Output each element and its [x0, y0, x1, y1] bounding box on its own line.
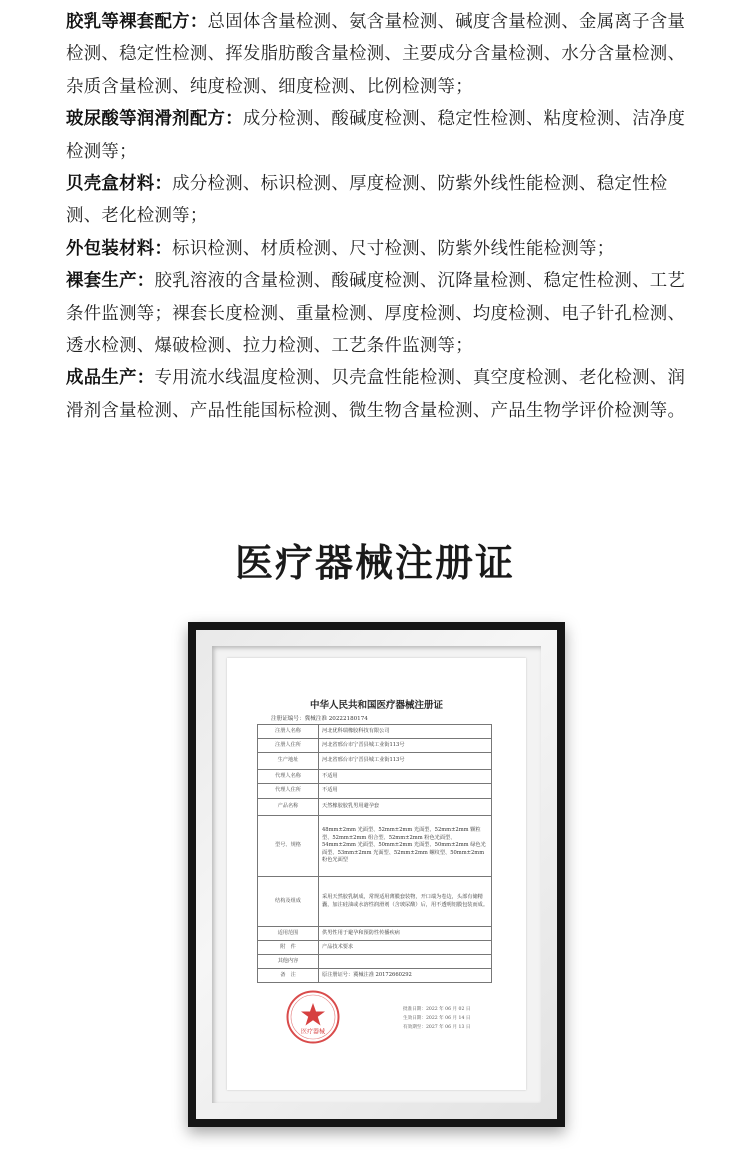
table-row [258, 877, 492, 927]
row-key: 注册人住所 [258, 739, 319, 753]
paragraph-label: 贝壳盒材料： [66, 174, 173, 195]
paragraph-label: 裸套生产： [66, 271, 155, 292]
inspection-description [66, 6, 692, 427]
paragraph-shell-box-material [66, 168, 692, 233]
paragraph-label: 胶乳等裸套配方： [66, 12, 208, 32]
row-value [319, 955, 492, 969]
paragraph-text: 总固体含量检测、氨含量检测、碱度含量检测、金属离子含量检测、稳定性检测、挥发脂肪酸含量检测、主要成分含量检测、水分含量检测、杂质含量检测、纯度检测、细度检测、比例检测等； [66, 12, 686, 97]
official-seal-icon [285, 989, 341, 1045]
table-row [258, 969, 492, 983]
row-value: 原注册证号：冀械注准 20172660292 [319, 969, 492, 983]
row-value: 河北优科瑞橡胶科技有限公司 [319, 725, 492, 739]
expiry-date: 有效期至：2027 年 06 月 13 日 [403, 1024, 471, 1030]
certificate-document [227, 658, 526, 1090]
row-key: 其他内容 [258, 955, 319, 969]
table-row [258, 739, 492, 753]
row-value: 不适用 [319, 770, 492, 784]
registration-number: 注册证编号：冀械注准 20222180174 [271, 716, 368, 722]
row-key: 代理人住所 [258, 784, 319, 799]
paragraph-latex-formula [66, 6, 692, 103]
row-value: 天然橡胶胶乳男用避孕套 [319, 799, 492, 816]
seal-text: 医疗器械 [300, 1028, 326, 1036]
row-key: 适用范围 [258, 927, 319, 941]
table-row [258, 799, 492, 816]
table-row [258, 955, 492, 969]
row-key: 代理人名称 [258, 770, 319, 784]
row-value: 供男性用于避孕和预防性传播疾病 [319, 927, 492, 941]
effective-date: 生效日期：2022 年 06 月 14 日 [403, 1015, 471, 1021]
row-key: 产品名称 [258, 799, 319, 816]
paragraph-text: 标识检测、材质检测、尺寸检测、防紫外线性能检测等； [172, 238, 615, 259]
row-value: 河北省邢台市宁晋县城工业街113号 [319, 739, 492, 753]
paragraph-label: 外包装材料： [66, 238, 173, 259]
certificate-table [257, 724, 492, 983]
paragraph-lubricant-formula [66, 103, 692, 168]
row-value: 河北省邢台市宁晋县城工业街113号 [319, 753, 492, 770]
row-value: 48mm±2mm 光面型、52mm±2mm 光面型、52mm±2mm 颗粒型、52mm±2mm 组合型、52mm±2mm 粉色光面型、54mm±2mm 光面型、50mm±2mm 光面型、50mm±2mm 绿色光面型、53mm±2mm 光面型、52mm±2mm 螺纹型、50mm±2mm 粉色光面型 [319, 816, 492, 877]
paragraph-text: 成分检测、标识检测、厚度检测、防紫外线性能检测、稳定性检测、老化检测等； [66, 174, 668, 227]
row-value: 产品技术要求 [319, 941, 492, 955]
row-key: 注册人名称 [258, 725, 319, 739]
section-title: 医疗器械注册证 [234, 541, 515, 585]
row-key: 生产地址 [258, 753, 319, 770]
table-row [258, 770, 492, 784]
paragraph-finished-production [66, 362, 692, 427]
row-value: 不适用 [319, 784, 492, 799]
row-key: 型号、规格 [258, 816, 319, 877]
row-value: 采用天然胶乳制成，常规适用薄膜套装物，开口端为卷边，头部有储精囊，加注硅油或水溶性润滑剂（含玻尿酸）后，用不透明铝膜包装而成。 [319, 877, 492, 927]
certificate-dates [403, 1006, 470, 1032]
table-row [258, 725, 492, 739]
paragraph-label: 成品生产： [66, 368, 155, 389]
table-row [258, 753, 492, 770]
row-key: 结构及组成 [258, 877, 319, 927]
paragraph-text: 胶乳溶液的含量检测、酸碱度检测、沉降量检测、稳定性检测、工艺条件监测等；裸套长度检测、重量检测、厚度检测、均度检测、电子针孔检测、透水检测、爆破检测、拉力检测、工艺条件监测等； [66, 271, 686, 357]
paragraph-outer-packaging [66, 233, 692, 265]
table-row [258, 927, 492, 941]
approval-date: 批准日期：2022 年 06 月 02 日 [403, 1007, 471, 1012]
row-key: 附 件 [258, 941, 319, 955]
paragraph-text: 成分检测、酸碱度检测、稳定性检测、粘度检测、洁净度检测等； [66, 109, 686, 162]
row-key: 备 注 [258, 969, 319, 983]
paragraph-bare-production [66, 265, 692, 362]
paragraph-text: 专用流水线温度检测、贝壳盒性能检测、真空度检测、老化检测、润滑剂含量检测、产品性能国标检测、微生物含量检测、产品生物学评价检测等。 [66, 368, 686, 421]
table-row [258, 941, 492, 955]
paragraph-label: 玻尿酸等润滑剂配方： [66, 109, 243, 130]
certificate-title: 中华人民共和国医疗器械注册证 [309, 700, 443, 711]
table-row [258, 816, 492, 877]
table-row [258, 784, 492, 799]
